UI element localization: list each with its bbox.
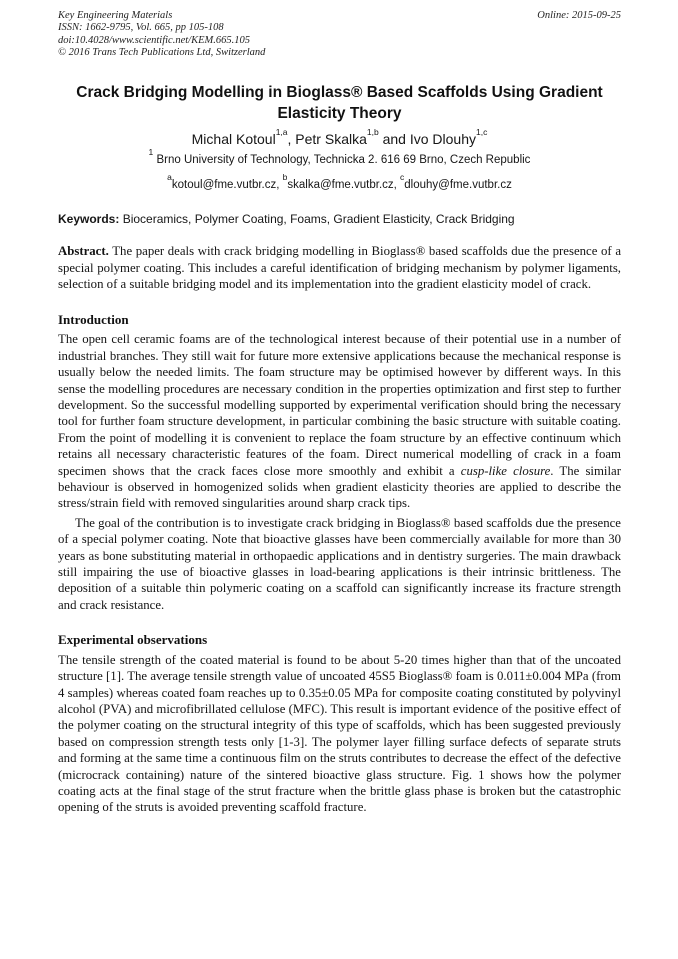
section-heading: Experimental observations [58,632,208,648]
author-name: , Petr Skalka [287,131,367,148]
section-heading: Introduction [58,311,129,327]
abstract-label: Abstract. [58,244,109,259]
author-name: Michal Kotoul [191,131,276,148]
email-address: skalka@fme.vutbr.cz, [287,179,401,192]
authors-line [58,127,621,148]
paragraph-text: The tensile strength of the coated material is found to be about 5-20 times higher than that of the uncoated structure [1]. The average tensile strength value of uncoated 45S5 Bioglass® foam is 0.011±0.004 MPa (from 4 samples) whereas coated foam reaches up to 0.35±0.05 MPa for composite coating constituted by polyvinyl alcohol (PVA) and microfibrillated cellulose (MFC). This result is important evidence of the positive effect of the polymer coating on the structural integrity of this type of scaffolds, which has been suggested previously based on compression strength tests only [1-3]. The polymer layer filling surface defects of separate struts and forming at the same time a continuous film on the struts contributes to decrease the effect of the defective (microcrack containing) nature of the sintered bioactive glass structure. Fig. 1 shows how the polymer coating acts at the final stage of the strut fracture when the brittle glass phase is broken but the catastrophic opening of the struts is avoided preventing scaffold fracture. [58,652,621,815]
journal-meta-block [58,10,265,60]
affiliation-marker: 1 [148,146,154,157]
email-marker: b [282,171,288,182]
paper-title: Crack Bridging Modelling in Bioglass® Based Scaffolds Using Gradient Elasticity Theory [76,83,603,122]
affiliation-text: Brno University of Technology, Technicka 2. 616 69 Brno, Czech Republic [153,154,531,167]
email-marker: c [400,171,405,182]
section-experimental-observations [58,632,621,816]
author-affil-marker: 1,c [476,127,488,137]
abstract-text: The paper deals with crack bridging modelling in Bioglass® based scaffolds due the presence of a special polymer coating. This includes a careful identification of bridging mechanism by polymer ligaments, selection of a suitable bridging model and its implementation into the gradient elasticity model of crack. [58,244,621,292]
email-address: dlouhy@fme.vutbr.cz [404,179,512,192]
author-affil-marker: 1,a [275,127,288,137]
body-paragraph [58,331,621,511]
journal-header [58,10,621,60]
keywords-line [58,212,621,227]
emails-line [58,171,621,192]
email-marker: a [167,171,172,182]
author-name: and Ivo Dlouhy [378,131,477,148]
abstract-paragraph [58,243,621,292]
journal-name: Key Engineering Materials [58,10,173,21]
paragraph-text: The goal of the contribution is to investigate crack bridging in Bioglass® based scaffolds due the presence of a special polymer coating. Note that bioactive glasses have been commercially available for more than 30 years as bone substituting material in orthopaedic applications and in dentistry surgeries. The main drawback still impairing the use of bioactive glasses in load-bearing applications is their intrinsic brittleness. The deposition of a suitable thin polymeric coating on a scaffold can significantly increase its fracture strength and crack resistance. [58,515,621,612]
online-date: Online: 2015-09-25 [537,10,621,21]
email-address: kotoul@fme.vutbr.cz, [171,179,283,192]
paragraph-text: . The similar behaviour is observed in homogenized solids when gradient elasticity theories are applied to describe the stress/strain field with removed singularities around sharp crack tips. [58,463,621,511]
section-introduction [58,312,621,614]
copyright-line: © 2016 Trans Tech Publications Ltd, Switzerland [58,47,266,59]
affiliation-line [58,146,621,167]
doi-line: doi:10.4028/www.scientific.net/KEM.665.105 [58,34,250,46]
author-affil-marker: 1,b [366,127,379,137]
keywords-list: Bioceramics, Polymer Coating, Foams, Gradient Elasticity, Crack Bridging [119,212,515,227]
italic-phrase: cusp-like closure [460,463,551,478]
paragraph-text: The open cell ceramic foams are of the technological interest because of their potential use in a number of industrial branches. They still wait for future more extensive applications because the mechanical response is usually below the needed limits. The foam structure may be optimised however by different ways. In this sense the modelling procedures are necessary condition in the properties optimization and first step to further development. So the successful modelling supported by experimental verification should bring the necessary tool for further foam structure development, in particular combining the basic structure with suitable coating. From the point of modelling it is convenient to replace the foam structure by an effective continuum which retains all necessary characteristic features of the foam. Direct numerical modelling of crack in a foam specimen shows that the crack faces close more smoothly and exhibit a [58,332,621,478]
issn-volume-line: ISSN: 1662-9795, Vol. 665, pp 105-108 [58,22,224,34]
body-paragraph [58,652,621,816]
body-paragraph [58,515,621,613]
keywords-label: Keywords: [58,212,120,227]
